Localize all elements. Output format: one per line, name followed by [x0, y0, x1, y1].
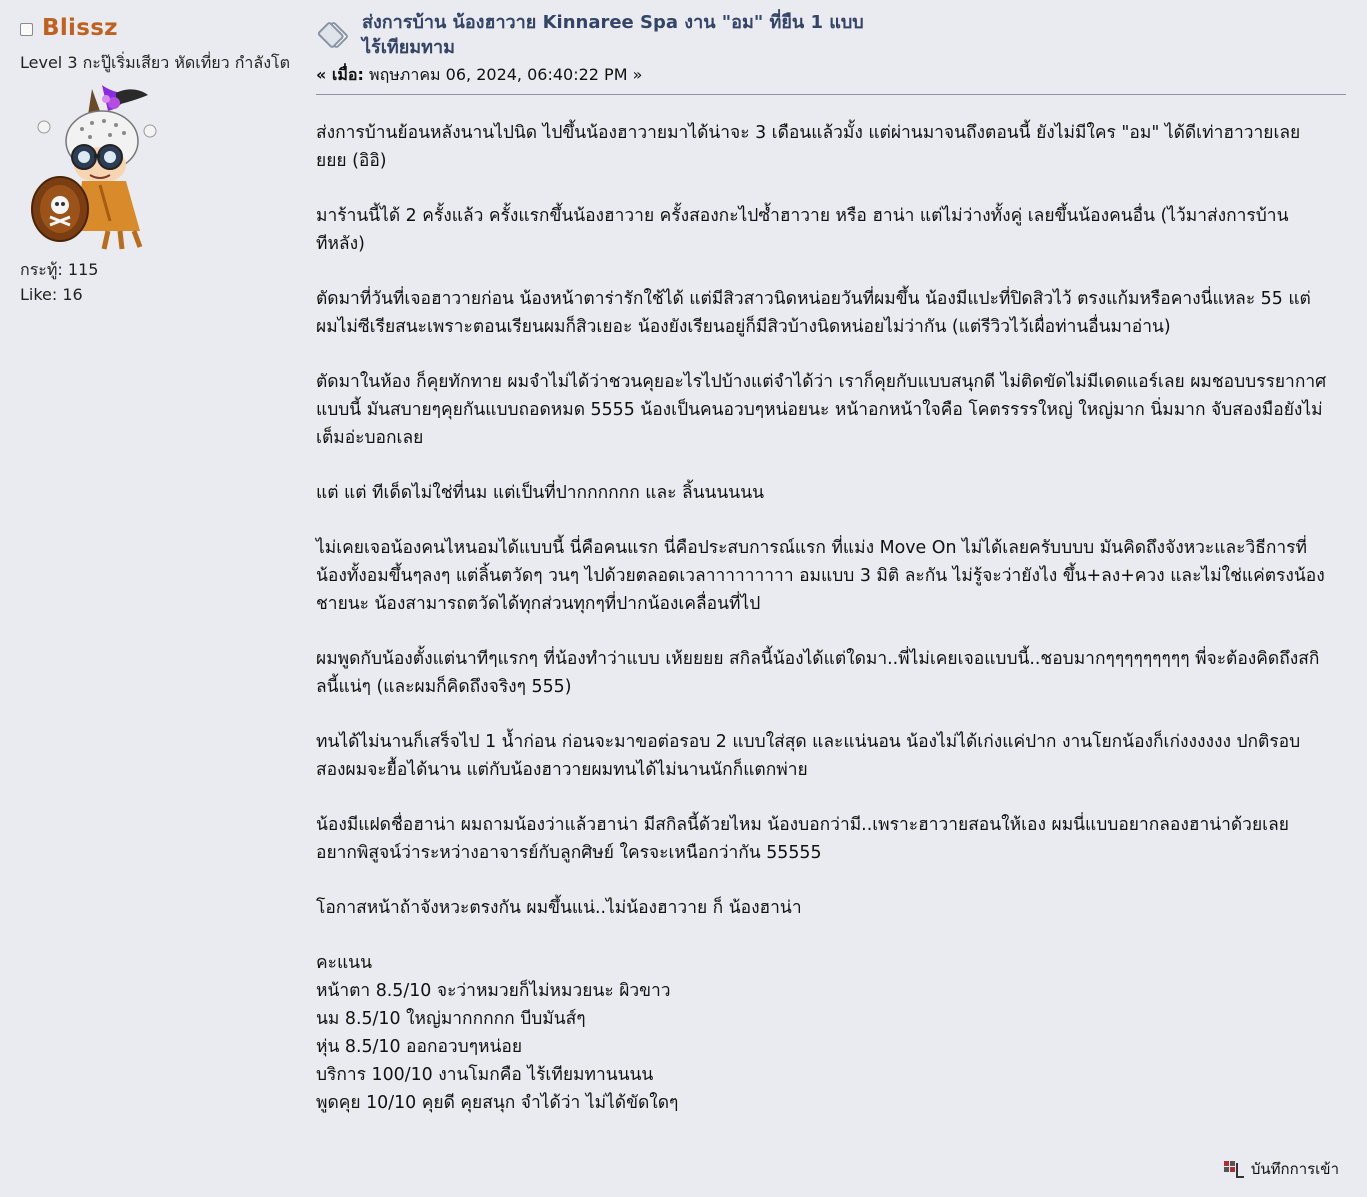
- post-paragraph: ผมพูดกับน้องตั้งแต่นาทีๆแรกๆ ที่น้องทำว่าแบบ เห้ยยยย สกิลนี้น้องได้แต่ใดมา..พี่ไม่เคยเจอแบบนี้..ชอบมากๆๆๆๆๆๆๆๆๆ พี่จะต้องคิดถึงสกิลนี้แน่ๆ (และผมก็คิดถึงจริงๆ 555): [316, 649, 1320, 697]
- poster-stats: [20, 257, 290, 307]
- poster-name-row: [20, 10, 290, 46]
- post-subject-link[interactable]: ส่งการบ้าน น้องฮาวาย Kinnaree Spa งาน "อม" ที่ยืน 1 แบบไร้เทียมทาม: [362, 12, 864, 58]
- post-date-value: พฤษภาคม 06, 2024, 06:40:22 PM »: [363, 65, 643, 84]
- post-date: [316, 63, 642, 88]
- poster-name-link[interactable]: Blissz: [42, 15, 118, 41]
- score-item: บริการ 100/10 งานโมกคือ ไร้เทียมทานนนน: [316, 1065, 654, 1085]
- post-paragraph: มาร้านนี้ได้ 2 ครั้งแล้ว ครั้งแรกขึ้นน้องฮาวาย ครั้งสองกะไปซ้ำฮาวาย หรือ ฮาน่า แต่ไม่ว่างทั้งคู่ เลยขึ้นน้องคนอื่น (ไว้มาส่งการบ้านทีหลัง): [316, 206, 1289, 254]
- online-status-checkbox[interactable]: [20, 23, 33, 36]
- poster-like-count: Like: 16: [20, 285, 83, 304]
- score-item: หุ่น 8.5/10 ออกอวบๆหน่อย: [316, 1037, 523, 1057]
- post-paragraph: น้องมีแฝดชื่อฮาน่า ผมถามน้องว่าแล้วฮาน่า มีสกิลนี้ด้วยไหม น้องบอกว่ามี..เพราะฮาวายสอนให้เอง ผมนี่แบบอยากลองฮาน่าด้วยเลย อยากพิสูจน์ว่าระหว่างอาจารย์กับลูกศิษย์ ใครจะเหนือกว่ากัน 55555: [316, 815, 1289, 863]
- post-paragraph: ส่งการบ้านย้อนหลังนานไปนิด ไปขึ้นน้องฮาวายมาได้น่าจะ 3 เดือนแล้วมั้ง แต่ผ่านมาจนถึงตอนนี้ ยังไม่มีใคร "อม" ได้ดีเท่าฮาวายเลยยยย (อิอิ): [316, 123, 1301, 171]
- post-paragraph: ทนได้ไม่นานก็เสร็จไป 1 น้ำก่อน ก่อนจะมาขอต่อรอบ 2 แบบใส่สุด และแน่นอน น้องไม่ได้เก่งแค่ปาก งานโยกน้องก็เก่งงงงงง ปกติรอบสองผมจะยื้อได้นาน แต่กับน้องฮาวายผมทนได้ไม่นานนักก็แตกพ่าย: [316, 732, 1301, 780]
- score-item: หน้าตา 8.5/10 จะว่าหมวยก็ไม่หมวยนะ ผิวขาว: [316, 981, 671, 1001]
- topic-tag-icon: [318, 18, 352, 52]
- score-item: นม 8.5/10 ใหญ่มากกกกก บีบมันส์ๆ: [316, 1009, 586, 1029]
- post-paragraph: ตัดมาในห้อง ก็คุยทักทาย ผมจำไม่ได้ว่าชวนคุยอะไรไปบ้างแต่จำได้ว่า เราก็คุยกับแบบสนุกดี ไม่ติดขัดไม่มีเดดแอร์เลย ผมชอบบรรยากาศแบบนี้ มันสบายๆคุยกันแบบถอดหมด 5555 น้องเป็นคนอวบๆหน่อยนะ หน้าอกหน้าใจคือ โคตรรรรใหญ่ ใหญ่มาก นิ่มมาก จับสองมือยังไม่เต็มอ่ะบอกเลย: [316, 372, 1327, 448]
- ip-log-icon: [1223, 1159, 1245, 1179]
- ip-log-label: บันทึกการเข้า: [1250, 1160, 1339, 1178]
- poster-post-count: กระทู้: 115: [20, 260, 99, 279]
- score-item: พูดคุย 10/10 คุยดี คุยสนุก จำได้ว่า ไม่ได้ขัดใดๆ: [316, 1093, 679, 1113]
- post-paragraph: ไม่เคยเจอน้องคนไหนอมได้แบบนี้ นี่คือคนแรก นี่คือประสบการณ์แรก ที่แม่ง Move On ไม่ได้เลยครับบบบ มันคิดถึงจังหวะและวิธีการที่น้องทั้งอมขึ้นๆลงๆ แต่ลิ้นตวัดๆ วนๆ ไปด้วยตลอดเวลาาาาาาาาา อมแบบ 3 มิติ ละกัน ไม่รู้จะว่ายังไง ขึ้น+ลง+ควง และไม่ใช่แค่ตรงน้องชายนะ น้องสามารถตวัดได้ทุกส่วนทุกๆที่ปากน้องเคลื่อนที่ไป: [316, 538, 1325, 614]
- post-paragraph: โอกาสหน้าถ้าจังหวะตรงกัน ผมขึ้นแน่..ไม่น้องฮาวาย ก็ น้องฮาน่า: [316, 898, 802, 918]
- post-header: [316, 8, 1346, 95]
- score-heading: คะแนน: [316, 953, 372, 973]
- post-paragraph: แต่ แต่ ทีเด็ดไม่ใช่ที่นม แต่เป็นที่ปากกกกกก และ ลิ้นนนนนน: [316, 483, 764, 503]
- post-body: [316, 119, 1328, 1117]
- pirate-avatar-icon: [30, 81, 170, 251]
- poster-level: Level 3 กะปู๊เริ่มเสียว หัดเที่ยว กำลังโต: [20, 53, 290, 72]
- ip-log-link[interactable]: [1223, 1157, 1339, 1181]
- post-paragraph: ตัดมาที่วันที่เจอฮาวายก่อน น้องหน้าตาร่ารักใช้ได้ แต่มีสิวสาวนิดหน่อยวันที่ผมขึ้น น้องมีแปะที่ปิดสิวไว้ ตรงแก้มหรือคางนี่แหละ 55 แต่ผมไม่ซีเรียสนะเพราะตอนเรียนผมก็สิวเยอะ น้องยังเรียนอยู่ก็มีสิวบ้างนิดหน่อยไม่ว่ากัน (แต่รีวิวไว้เผื่อท่านอื่นมาอ่าน): [316, 289, 1311, 337]
- post-date-prefix: « เมื่อ:: [316, 65, 364, 84]
- poster-info: [20, 10, 290, 307]
- post-area: [316, 8, 1346, 1117]
- score-list: [316, 949, 1328, 1117]
